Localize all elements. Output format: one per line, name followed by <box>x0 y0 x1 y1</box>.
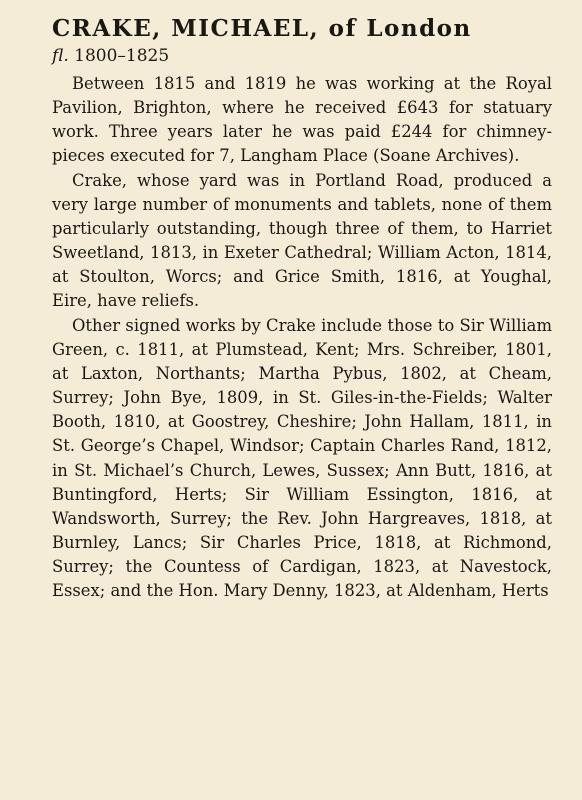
entry-paragraph-1: Between 1815 and 1819 he was working at the Royal Pavilion, Brighton, where he received £643 for statuary work. Three years later he was paid £244 for chimney-pieces executed for 7, Langham Place (Soane Archives). <box>52 74 552 166</box>
floruit-range: 1800–1825 <box>74 46 170 66</box>
dictionary-entry <box>52 14 552 603</box>
entry-paragraph-2: Crake, whose yard was in Portland Road, produced a very large number of monuments and tablets, none of them particularly outstanding, though three of them, to Harriet Sweetland, 1813, in Exeter Cathedral; William Acton, 1814, at Stoulton, Worcs; and Grice Smith, 1816, at Youghal, Eire, have reliefs. <box>52 170 552 311</box>
floruit-abbreviation: fl. <box>52 46 69 66</box>
entry-heading: CRAKE, MICHAEL, of London <box>52 15 472 42</box>
entry-dates <box>52 44 552 68</box>
entry-paragraph-3: Other signed works by Crake include those to Sir William Green, c. 1811, at Plumstead, Kent; Mrs. Schreiber, 1801, at Laxton, Northants; Martha Pybus, 1802, at Cheam, Surrey; John Bye, 1809, in St. Giles-in-the-Fields; Walter Booth, 1810, at Goostrey, Cheshire; John Hallam, 1811, in St. George’s Chapel, Windsor; Captain Charles Rand, 1812, in St. Michael’s Church, Lewes, Sussex; Ann Butt, 1816, at Buntingford, Herts; Sir William Essington, 1816, at Wandsworth, Surrey; the Rev. John Hargreaves, 1818, at Burnley, Lancs; Sir Charles Price, 1818, at Richmond, Surrey; the Countess of Cardigan, 1823, at Navestock, Essex; and the Hon. Mary Denny, 1823, at Aldenham, Herts <box>52 315 552 601</box>
